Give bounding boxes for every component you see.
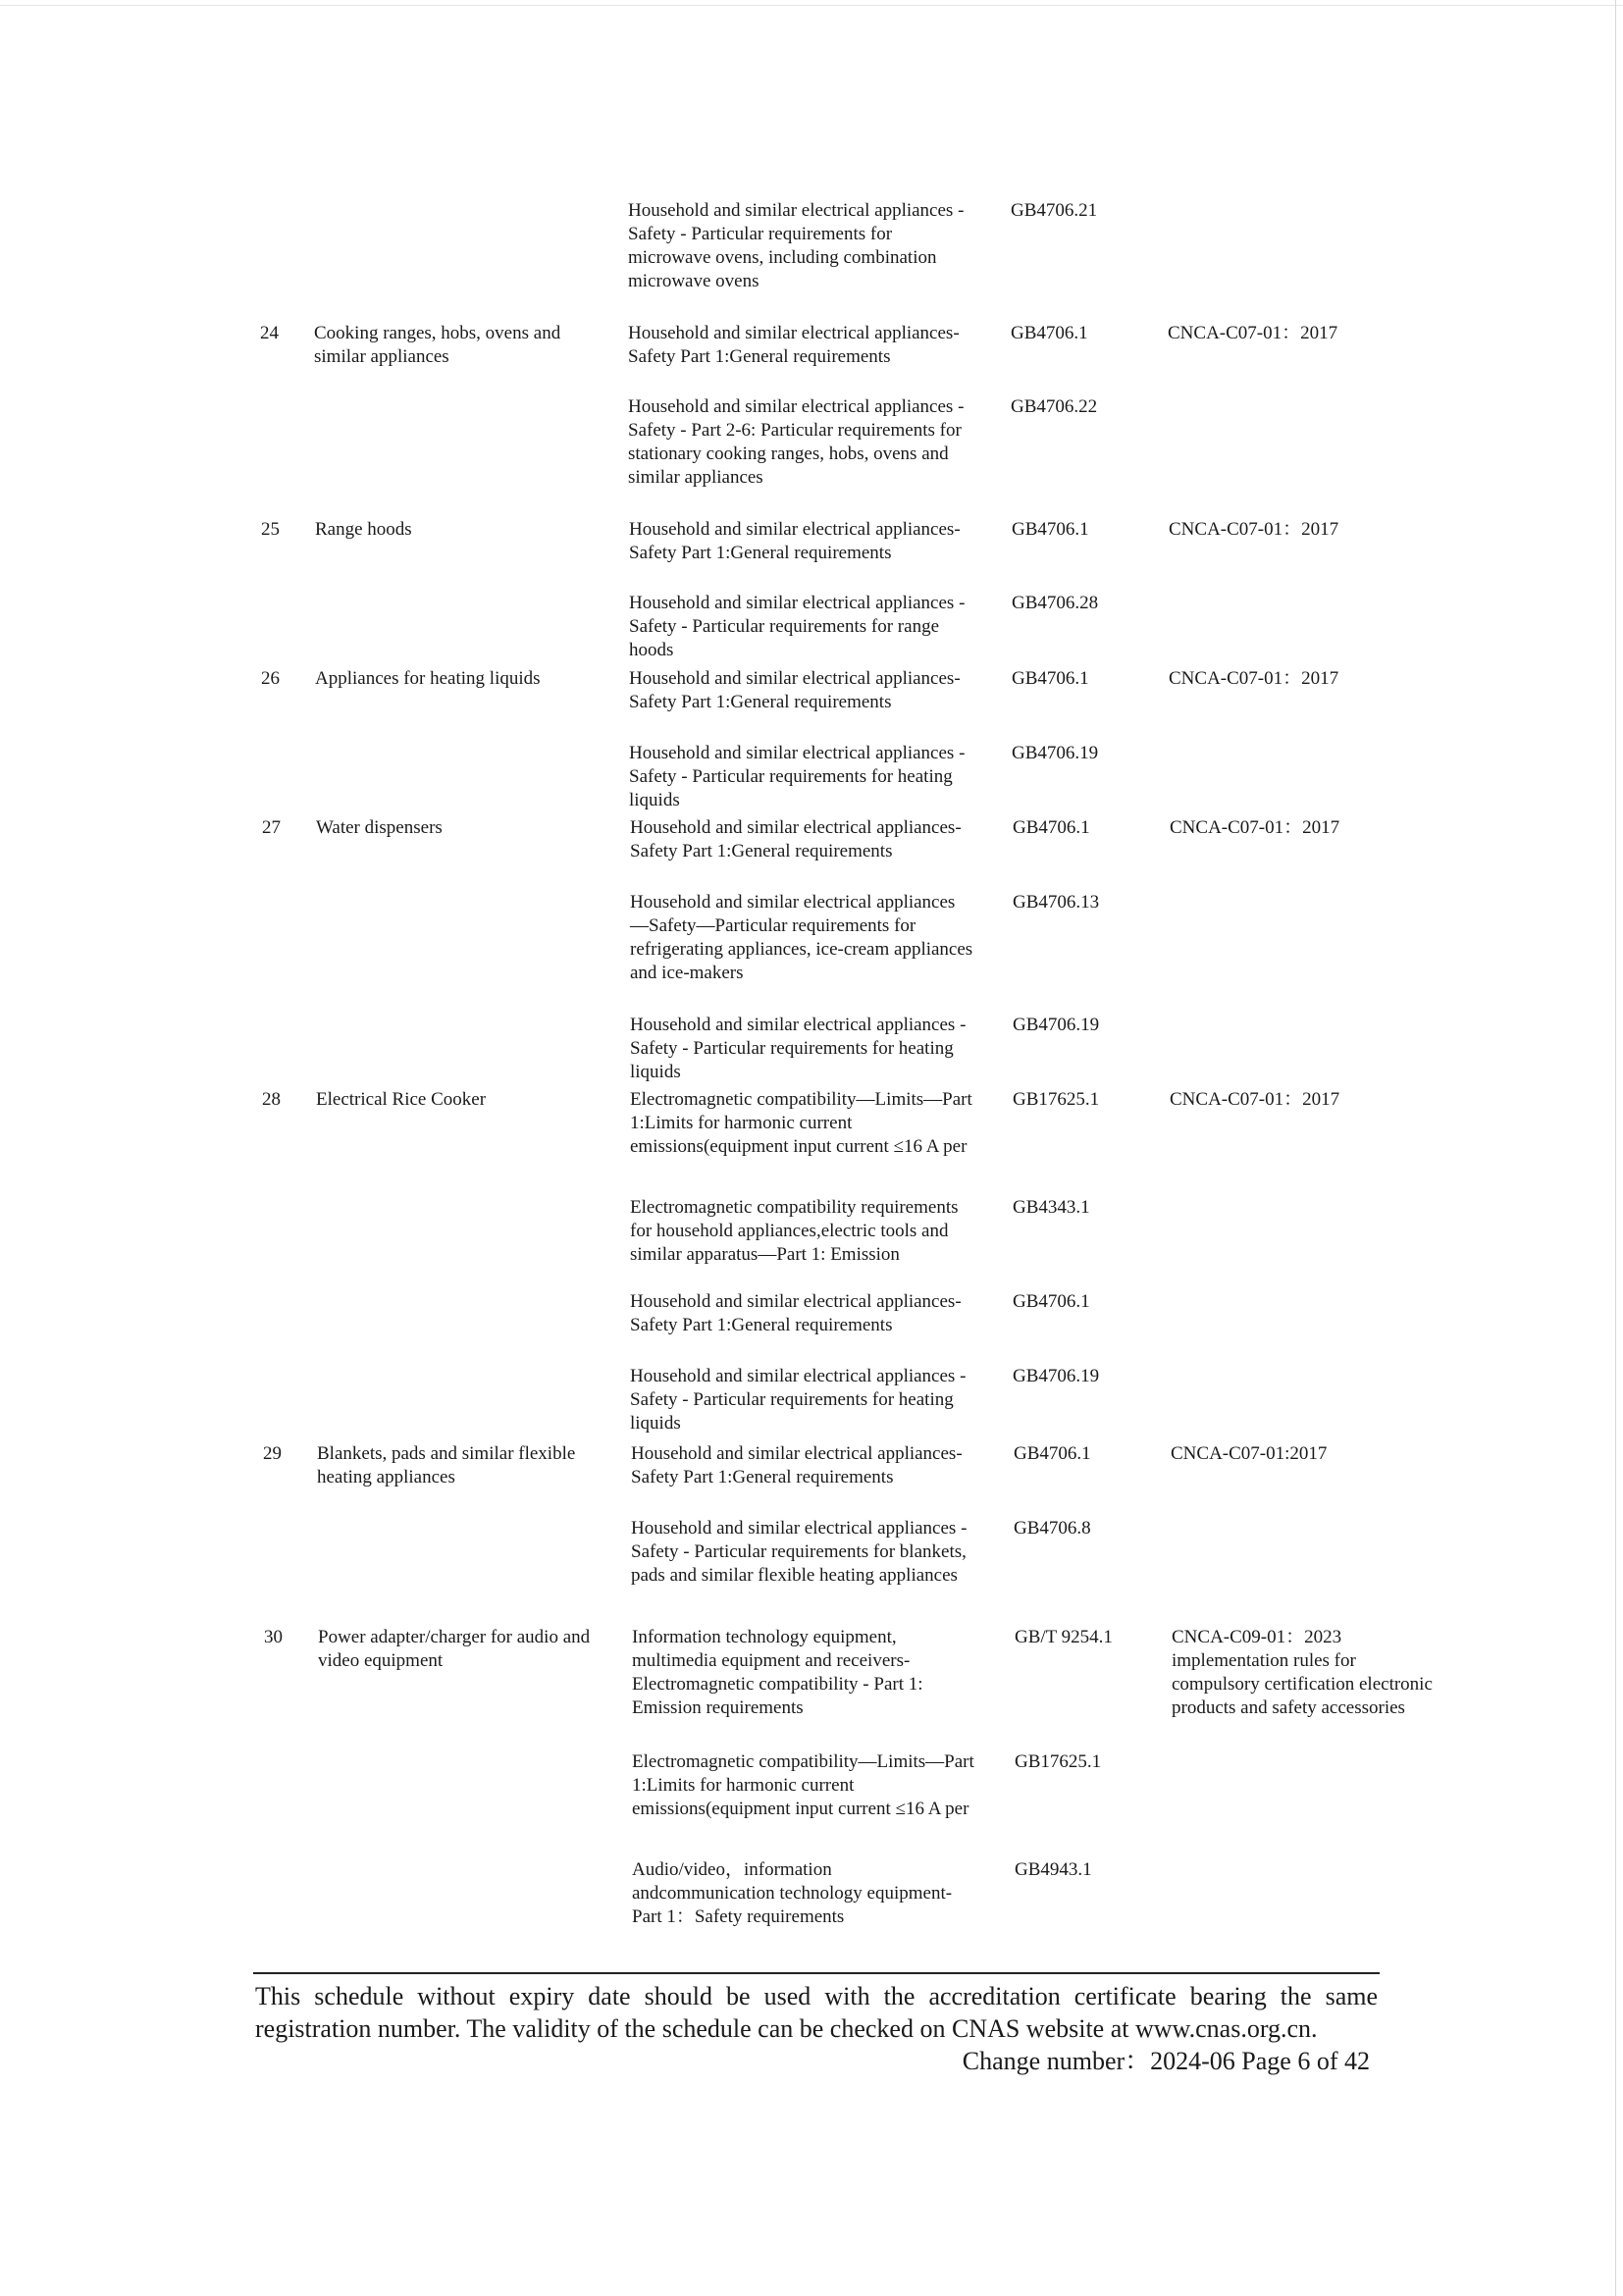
footer-change-number: Change number：2024-06 Page 6 of 42 xyxy=(962,2047,1370,2075)
standard-code: GB4343.1 xyxy=(1013,1197,1090,1218)
standard-code: GB4706.1 xyxy=(1013,1291,1090,1312)
product-name: Electrical Rice Cooker xyxy=(316,1089,487,1110)
footer-validity-note: This schedule without expiry date should be used with the accreditation certificate bearing the same registration number. The validity of the schedule can be checked on CNAS website at www.cnas.org.cn. xyxy=(255,1982,1378,2043)
item-number: 29 xyxy=(263,1443,282,1464)
product-name: Water dispensers xyxy=(316,817,443,838)
implementation-rule: CNCA-C09-01：2023 implementation rules for compulsory certification electronic products and safety accessories xyxy=(1172,1627,1433,1718)
standard-code: GB4706.1 xyxy=(1012,668,1089,689)
item-number: 24 xyxy=(260,323,279,343)
item-number: 25 xyxy=(261,519,280,540)
standard-code: GB4706.28 xyxy=(1012,593,1099,613)
standard-code: GB4706.19 xyxy=(1013,1366,1100,1386)
product-name: Cooking ranges, hobs, ovens and similar appliances xyxy=(314,323,561,367)
product-name: Power adapter/charger for audio and video equipment xyxy=(318,1627,591,1671)
standard-title: Household and similar electrical appliances-Safety Part 1:General requirements xyxy=(629,668,961,712)
standard-code: GB17625.1 xyxy=(1013,1089,1100,1110)
standard-title: Household and similar electrical appliances-Safety Part 1:General requirements xyxy=(631,1443,963,1487)
standard-code: GB4706.19 xyxy=(1013,1015,1100,1035)
standard-code: GB4706.8 xyxy=(1014,1518,1091,1539)
standard-title: Household and similar electrical appliances - Safety - Particular requirements for range hoods xyxy=(629,593,966,660)
implementation-rule: CNCA-C07-01:2017 xyxy=(1171,1443,1328,1464)
standard-code: GB/T 9254.1 xyxy=(1015,1627,1113,1647)
standard-title: Household and similar electrical appliances - Safety - Particular requirements for heating liquids xyxy=(630,1015,967,1082)
standard-title: Audio/video，information andcommunication technology equipment- Part 1：Safety requirements xyxy=(632,1859,953,1927)
standard-code: GB17625.1 xyxy=(1015,1751,1102,1772)
standard-code: GB4706.19 xyxy=(1012,743,1099,763)
standard-title: Household and similar electrical appliances - Safety - Particular requirements for heating liquids xyxy=(630,1366,967,1434)
standard-code: GB4706.1 xyxy=(1014,1443,1091,1464)
standard-title: Household and similar electrical appliances-Safety Part 1:General requirements xyxy=(629,519,961,563)
standard-code: GB4943.1 xyxy=(1015,1859,1092,1880)
standard-title: Household and similar electrical appliances - Safety - Part 2-6: Particular requirements for stationary cooking ranges, hobs, ovens and similar appliances xyxy=(628,396,965,488)
standard-title: Electromagnetic compatibility—Limits—Part 1:Limits for harmonic current emissions(equipment input current ≤16 A per xyxy=(630,1089,972,1157)
implementation-rule: CNCA-C07-01：2017 xyxy=(1170,1089,1340,1110)
standard-title: Household and similar electrical appliances - Safety - Particular requirements for blankets, pads and similar flexible heating appliances xyxy=(631,1518,968,1586)
item-number: 28 xyxy=(262,1089,281,1110)
standard-code: GB4706.1 xyxy=(1011,323,1088,343)
standard-code: GB4706.22 xyxy=(1011,396,1098,417)
footer-rule xyxy=(253,1972,1380,1974)
standard-title: Household and similar electrical appliances—Safety—Particular requirements for refrigerating appliances, ice-cream appliances and ice-makers xyxy=(630,892,973,983)
standard-title: Electromagnetic compatibility—Limits—Part 1:Limits for harmonic current emissions(equipment input current ≤16 A per xyxy=(632,1751,974,1819)
standard-title: Household and similar electrical appliances-Safety Part 1:General requirements xyxy=(630,817,962,861)
implementation-rule: CNCA-C07-01：2017 xyxy=(1169,519,1339,540)
standard-title: Household and similar electrical appliances-Safety Part 1:General requirements xyxy=(630,1291,962,1335)
standard-title: Household and similar electrical appliances-Safety Part 1:General requirements xyxy=(628,323,960,367)
implementation-rule: CNCA-C07-01：2017 xyxy=(1169,668,1339,689)
standard-code: GB4706.13 xyxy=(1013,892,1100,913)
standard-title: Information technology equipment, multimedia equipment and receivers-Electromagnetic compatibility - Part 1: Emission requirements xyxy=(632,1627,923,1718)
standard-code: GB4706.1 xyxy=(1012,519,1089,540)
standard-title: Household and similar electrical appliances - Safety - Particular requirements for heating liquids xyxy=(629,743,966,810)
product-name: Blankets, pads and similar flexible heating appliances xyxy=(317,1443,576,1487)
standard-title: Household and similar electrical appliances - Safety - Particular requirements for microwave ovens, including combination microwave ovens xyxy=(628,200,965,291)
standard-code: GB4706.1 xyxy=(1013,817,1090,838)
standard-title: Electromagnetic compatibility requirements for household appliances,electric tools and similar apparatus—Part 1: Emission xyxy=(630,1197,959,1265)
product-name: Appliances for heating liquids xyxy=(315,668,541,689)
item-number: 26 xyxy=(261,668,280,689)
standard-code: GB4706.21 xyxy=(1011,200,1098,221)
product-name: Range hoods xyxy=(315,519,412,540)
item-number: 30 xyxy=(264,1627,283,1647)
item-number: 27 xyxy=(262,817,281,838)
implementation-rule: CNCA-C07-01：2017 xyxy=(1168,323,1338,343)
implementation-rule: CNCA-C07-01：2017 xyxy=(1170,817,1340,838)
